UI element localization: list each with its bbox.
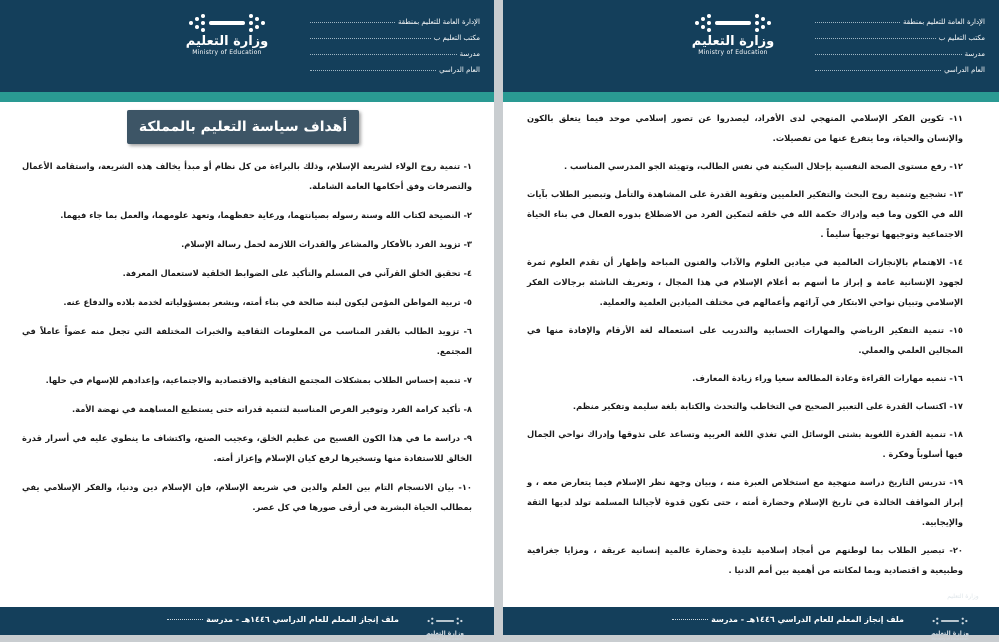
logo-english: Ministry of Education bbox=[698, 49, 768, 56]
header-line bbox=[310, 28, 480, 42]
footer-text bbox=[167, 615, 399, 624]
page-header bbox=[0, 0, 494, 92]
list-item: ١٧- اكتساب القدرة على التعبير الصحيح في التخاطب والتحدث والكتابة بلغة سليمة وتفكير منظم. bbox=[572, 401, 963, 411]
list-item: ١- تنمية روح الولاء لشريعة الإسلام، وذلك بالبراءة من كل نظام أو مبدأ يخالف هذه الشريعة، واستقامة الأعمال والتصرفات وفق أحكامها العامة الشاملة. bbox=[22, 161, 472, 191]
goals-list-right bbox=[527, 108, 963, 588]
header-line bbox=[815, 44, 985, 58]
footer-label: ملف إنجاز المعلم للعام الدراسي ١٤٤٦هـ - مدرسة bbox=[206, 615, 399, 624]
page-right bbox=[503, 0, 999, 641]
footer-logo-icon bbox=[930, 616, 970, 626]
header-line bbox=[815, 28, 985, 42]
list-item: ٦- تزويد الطالب بالقدر المناسب من المعلومات الثقافية والخبرات المختلفة التي تجعل منه عضواً عاملاً في المجتمع. bbox=[22, 326, 472, 356]
header-line-label: مدرسة bbox=[459, 50, 480, 58]
list-item: ١٣- تشجيع وتنمية روح البحث والتفكير العلميين وتقوية القدرة على المشاهدة والتأمل وتبصير الطلاب بآيات الله في الكون وما فيه وإدراك حكمة الله في خلقه لتمكين الفرد من الاضطلاع بدوره الفعال في بناء الحياة الاجتماعية وتوجيهها توجيهاً سليماً . bbox=[527, 189, 963, 239]
footer-logo bbox=[915, 611, 985, 642]
list-item: ٢٠- تبصير الطلاب بما لوطنهم من أمجاد إسلامية تليدة وحضارة عالمية إنسانية عريقة ، ومزايا جغرافية وطبيعية و اقتصادية وبما لمكانته من أهمية بين أمم الدنيا . bbox=[527, 545, 963, 575]
footer-logo-english: Ministry of Education bbox=[931, 637, 969, 641]
footer-label: ملف إنجاز المعلم للعام الدراسي ١٤٤٦هـ - مدرسة bbox=[711, 615, 904, 624]
ministry-logo-icon bbox=[693, 12, 773, 34]
logo-english: Ministry of Education bbox=[192, 49, 262, 56]
header-line-label: مكتب التعليم ب bbox=[433, 34, 480, 42]
list-item: ١١- تكوين الفكر الإسلامي المنهجي لدى الأفراد، ليصدروا عن تصور إسلامي موحد فيما يتعلق بالكون والإنسان والحياة، وما يتفرع عنها من تفصيلات. bbox=[527, 113, 963, 143]
list-item: ١٢- رفع مستوى الصحة النفسية بإحلال السكينة في نفس الطالب، وتهيئة الجو المدرسي المناسب . bbox=[563, 161, 963, 171]
header-line bbox=[310, 44, 480, 58]
page-footer bbox=[503, 607, 999, 641]
list-item: ٥- تربية المواطن المؤمن ليكون لبنة صالحة في بناء أمته، ويشعر بمسؤولياته لخدمة بلاده والدفاع عنه. bbox=[63, 297, 472, 307]
logo-arabic: وزارة التعليم bbox=[185, 34, 269, 49]
header-line-label: العام الدراسي bbox=[439, 66, 480, 74]
footer-logo-english: Ministry of Education bbox=[426, 637, 464, 641]
footer-text bbox=[672, 615, 904, 624]
watermark-text: وزارة التعليم bbox=[947, 593, 979, 600]
header-line bbox=[310, 60, 480, 74]
list-item: ٩- دراسة ما في هذا الكون الفسيح من عظيم الخلق، وعجيب الصنع، واكتشاف ما ينطوي عليه في أسرار قدرة الخالق للاستفادة منها وتسخيرها لرفع كيان الإسلام وإعزاز أمته. bbox=[22, 433, 472, 463]
footer-logo-arabic: وزارة التعليم bbox=[930, 630, 970, 637]
list-item: ١٨- تنمية القدرة اللغوية بشتى الوسائل التي تغذي اللغة العربية وتساعد على تذوقها وإدراك نواحي الجمال فيها أسلوباً وفكرة . bbox=[527, 429, 963, 459]
list-item: ١٦- تنميه مهارات القراءة وعادة المطالعة سعيا وراء زيادة المعارف. bbox=[692, 373, 963, 383]
footer-logo bbox=[410, 611, 480, 642]
logo-arabic: وزارة التعليم bbox=[691, 34, 775, 49]
goals-list-left bbox=[22, 156, 472, 526]
ministry-logo bbox=[678, 12, 788, 68]
header-band bbox=[503, 92, 999, 102]
footer-logo-icon bbox=[425, 616, 465, 626]
header-line-label: الإدارة العامة للتعليم بمنطقة bbox=[903, 18, 985, 26]
list-item: ٧- تنمية إحساس الطلاب بمشكلات المجتمع الثقافية والاقتصادية والاجتماعية، وإعدادهم للإسهام في حلها. bbox=[45, 375, 472, 385]
header-band bbox=[0, 92, 494, 102]
ministry-logo bbox=[172, 12, 282, 68]
page-footer bbox=[0, 607, 494, 641]
list-item: ٢- النصيحة لكتاب الله وسنة رسوله بصيانتهما، ورعاية حفظهما، وتعهد علومهما، والعمل بما جاء فيهما. bbox=[60, 210, 472, 220]
header-line-label: مدرسة bbox=[964, 50, 985, 58]
page-header bbox=[503, 0, 999, 92]
header-line-label: العام الدراسي bbox=[944, 66, 985, 74]
list-item: ١٥- تنمية التفكير الرياضي والمهارات الحسابية والتدريب على استعماله لغة الأرقام والإفادة منها في المجالين العلمي والعملي. bbox=[527, 325, 963, 355]
list-item: ١٠- بيان الانسجام التام بين العلم والدين في شريعة الإسلام، فإن الإسلام دين ودنيا، والفكر الإسلامي يفي بمطالب الحياة البشرية في أرقى صورها في كل عصر. bbox=[22, 482, 472, 512]
header-line bbox=[815, 12, 985, 26]
header-line-label: الإدارة العامة للتعليم بمنطقة bbox=[398, 18, 480, 26]
watermark-logo bbox=[933, 593, 993, 601]
list-item: ١٤- الاهتمام بالإنجازات العالمية في ميادين العلوم والآداب والفنون المباحة وإظهار أن تقدم العلوم ثمرة لجهود الإنسانية عامة و إبراز ما أسهم به أعلام الإسلام في هذا المجال ، وتعريف الناشئة برجالات الفكر الإسلامي وتبيان نواحي الابتكار في آرائهم وأعمالهم في مختلف الميادين العلمية والعملية. bbox=[527, 257, 963, 307]
ministry-logo-icon bbox=[187, 12, 267, 34]
list-item: ١٩- تدريس التاريخ دراسة منهجية مع استخلاص العبرة منه ، وبيان وجهة نظر الإسلام فيما يتعارض معه ، و إبراز المواقف الخالدة في تاريخ الإسلام وحضارة أمته ، حتى تكون قدوة لأجيالنا المسلمة تولد لديها الثقة والإيجابية. bbox=[527, 477, 963, 527]
header-fields bbox=[310, 12, 480, 76]
footer-logo-arabic: وزارة التعليم bbox=[425, 630, 465, 637]
page-title: أهداف سياسة التعليم بالمملكة bbox=[127, 110, 359, 144]
header-line bbox=[815, 60, 985, 74]
list-item: ٣- تزويد الفرد بالأفكار والمشاعر والقدرات اللازمة لحمل رسالة الإسلام. bbox=[181, 239, 472, 249]
list-item: ٤- تحقيق الخلق القرآني في المسلم والتأكيد على الضوابط الخلقية لاستعمال المعرفة. bbox=[122, 268, 472, 278]
header-line bbox=[310, 12, 480, 26]
header-line-label: مكتب التعليم ب bbox=[938, 34, 985, 42]
list-item: ٨- تأكيد كرامة الفرد وتوفير الفرص المناسبة لتنمية قدراته حتى يستطيع المساهمة في نهضة الأمة. bbox=[72, 404, 472, 414]
header-fields bbox=[815, 12, 985, 76]
page-left bbox=[0, 0, 494, 641]
